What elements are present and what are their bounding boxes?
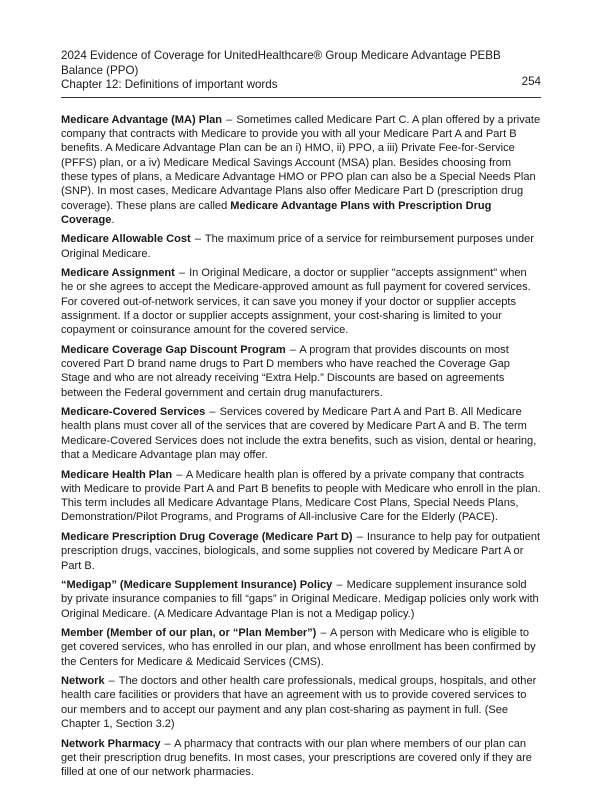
definition-text: Services covered by Medicare Part A and Part B. All Medicare health plans must cover all of the services that are covered by Medicare Part A and B. The term Medicare-Covered Services does not include the extra benefits, such as vision, dental or hearing, that a Medicare Advantage plan may offer. bbox=[61, 406, 537, 462]
term-separator: – bbox=[209, 406, 216, 419]
definition-term: Medicare Assignment bbox=[61, 267, 175, 280]
definition-network-pharmacy bbox=[61, 737, 541, 780]
document-title: 2024 Evidence of Coverage for UnitedHealthcare® Group Medicare Advantage PEBB Balance (PPO) bbox=[61, 49, 501, 77]
definition-term: Medicare Coverage Gap Discount Program bbox=[61, 343, 286, 356]
definition-medigap-policy bbox=[61, 578, 541, 621]
definition-member bbox=[61, 626, 541, 669]
definition-text: The doctors and other health care professionals, medical groups, hospitals, and other health care facilities or providers that have an agreement with us to provide covered services to our members and to accept our payment and any plan cost-sharing as payment in full. (See Chapter 1, Section 3.2) bbox=[61, 675, 537, 731]
term-separator: – bbox=[320, 627, 327, 640]
term-separator: – bbox=[176, 468, 183, 481]
term-separator: – bbox=[108, 675, 115, 688]
page-header bbox=[61, 49, 541, 98]
definition-term: Medicare Allowable Cost bbox=[61, 233, 191, 246]
definition-term: Medicare Advantage (MA) Plan bbox=[61, 113, 223, 126]
definition-coverage-gap-discount-program bbox=[61, 343, 541, 400]
definitions-list bbox=[61, 113, 541, 780]
definition-medicare-advantage-plan bbox=[61, 113, 541, 227]
definition-term: Network Pharmacy bbox=[61, 737, 161, 750]
definition-text: Sometimes called Medicare Part C. A plan offered by a private company that contracts with Medicare to provide you with all your Medicare Part A and Part B benefits. A Medicare Advantage Plan can be an i) HMO, ii) PPO, a iii) Private Fee-for-Service (PFFS) plan, or a iv) Medicare Medical Savings Account (MSA) plan. Besides choosing from these types of plans, a Medicare Advantage HMO or PPO plan can also be a Special Needs Plan (SNP). In most cases, Medicare Advantage Plans also offer Medicare Part D (prescription drug coverage). These plans are called bbox=[61, 113, 541, 212]
definition-text: In Original Medicare, a doctor or supplier "accepts assignment" when he or she agrees to accept the Medicare-approved amount as full payment for covered services. For covered out-of-network services, it can save you money if your doctor or supplier accepts assignment. If a doctor or supplier accepts assignment, your cost-sharing is limited to your copayment or coinsurance amount for the covered service. bbox=[61, 267, 531, 337]
definition-term: Medicare Health Plan bbox=[61, 468, 173, 481]
definition-term: Medicare-Covered Services bbox=[61, 406, 206, 419]
definition-bold-phrase: Medicare Advantage Plans with Prescription Drug Coverage bbox=[61, 199, 492, 226]
definition-medicare-allowable-cost bbox=[61, 232, 541, 261]
definition-text: A program that provides discounts on most covered Part D brand name drugs to Part D members who have reached the Coverage Gap Stage and who are not already receiving “Extra Help.” Discounts are based on agreements between the Federal government and certain drug manufacturers. bbox=[61, 343, 510, 399]
definition-medicare-part-d bbox=[61, 530, 541, 573]
definition-medicare-covered-services bbox=[61, 405, 541, 462]
definition-text: Medicare supplement insurance sold by private insurance companies to fill “gaps” in Original Medicare. Medigap policies only work with Original Medicare. (A Medicare Advantage Plan is not a Medigap policy.) bbox=[61, 579, 539, 620]
definition-medicare-assignment bbox=[61, 266, 541, 337]
definition-medicare-health-plan bbox=[61, 468, 541, 525]
definition-text: Insurance to help pay for outpatient prescription drugs, vaccines, biologicals, and some supplies not covered by Medicare Part A or Part B. bbox=[61, 530, 541, 572]
definition-term: Member (Member of our plan, or “Plan Member”) bbox=[61, 627, 317, 640]
definition-term: Network bbox=[61, 675, 105, 688]
page-number: 254 bbox=[521, 75, 541, 88]
term-separator: – bbox=[164, 737, 171, 750]
definition-term: Medicare Prescription Drug Coverage (Medicare Part D) bbox=[61, 530, 353, 543]
definition-text: A person with Medicare who is eligible to get covered services, who has enrolled in our plan, and whose enrollment has been confirmed by the Centers for Medicare & Medicaid Services (CMS). bbox=[61, 627, 536, 668]
definition-term: “Medigap” (Medicare Supplement Insurance) Policy bbox=[61, 579, 333, 591]
document-page bbox=[61, 49, 541, 785]
definition-text: A pharmacy that contracts with our plan where members of our plan can get their prescription drug benefits. In most cases, your prescriptions are covered only if they are filled at one of our network pharmacies. bbox=[61, 737, 532, 779]
chapter-title: Chapter 12: Definitions of important words bbox=[61, 78, 278, 92]
term-separator: – bbox=[178, 267, 186, 280]
term-separator: – bbox=[336, 579, 343, 591]
term-separator: – bbox=[356, 530, 363, 543]
definition-text: A Medicare health plan is offered by a private company that contracts with Medicare to provide Part A and Part B benefits to people with Medicare who enroll in the plan. This term includes all Medicare Advantage Plans, Medicare Cost Plans, Special Needs Plans, Demonstration/Pilot Programs, and Programs of All-inclusive Care for the Elderly (PACE). bbox=[61, 468, 541, 524]
term-separator: – bbox=[289, 343, 296, 356]
definition-network bbox=[61, 674, 541, 731]
definition-tail: . bbox=[111, 213, 115, 226]
term-separator: – bbox=[226, 113, 233, 126]
term-separator: – bbox=[194, 233, 201, 246]
definition-text: The maximum price of a service for reimbursement purposes under Original Medicare. bbox=[61, 233, 534, 260]
